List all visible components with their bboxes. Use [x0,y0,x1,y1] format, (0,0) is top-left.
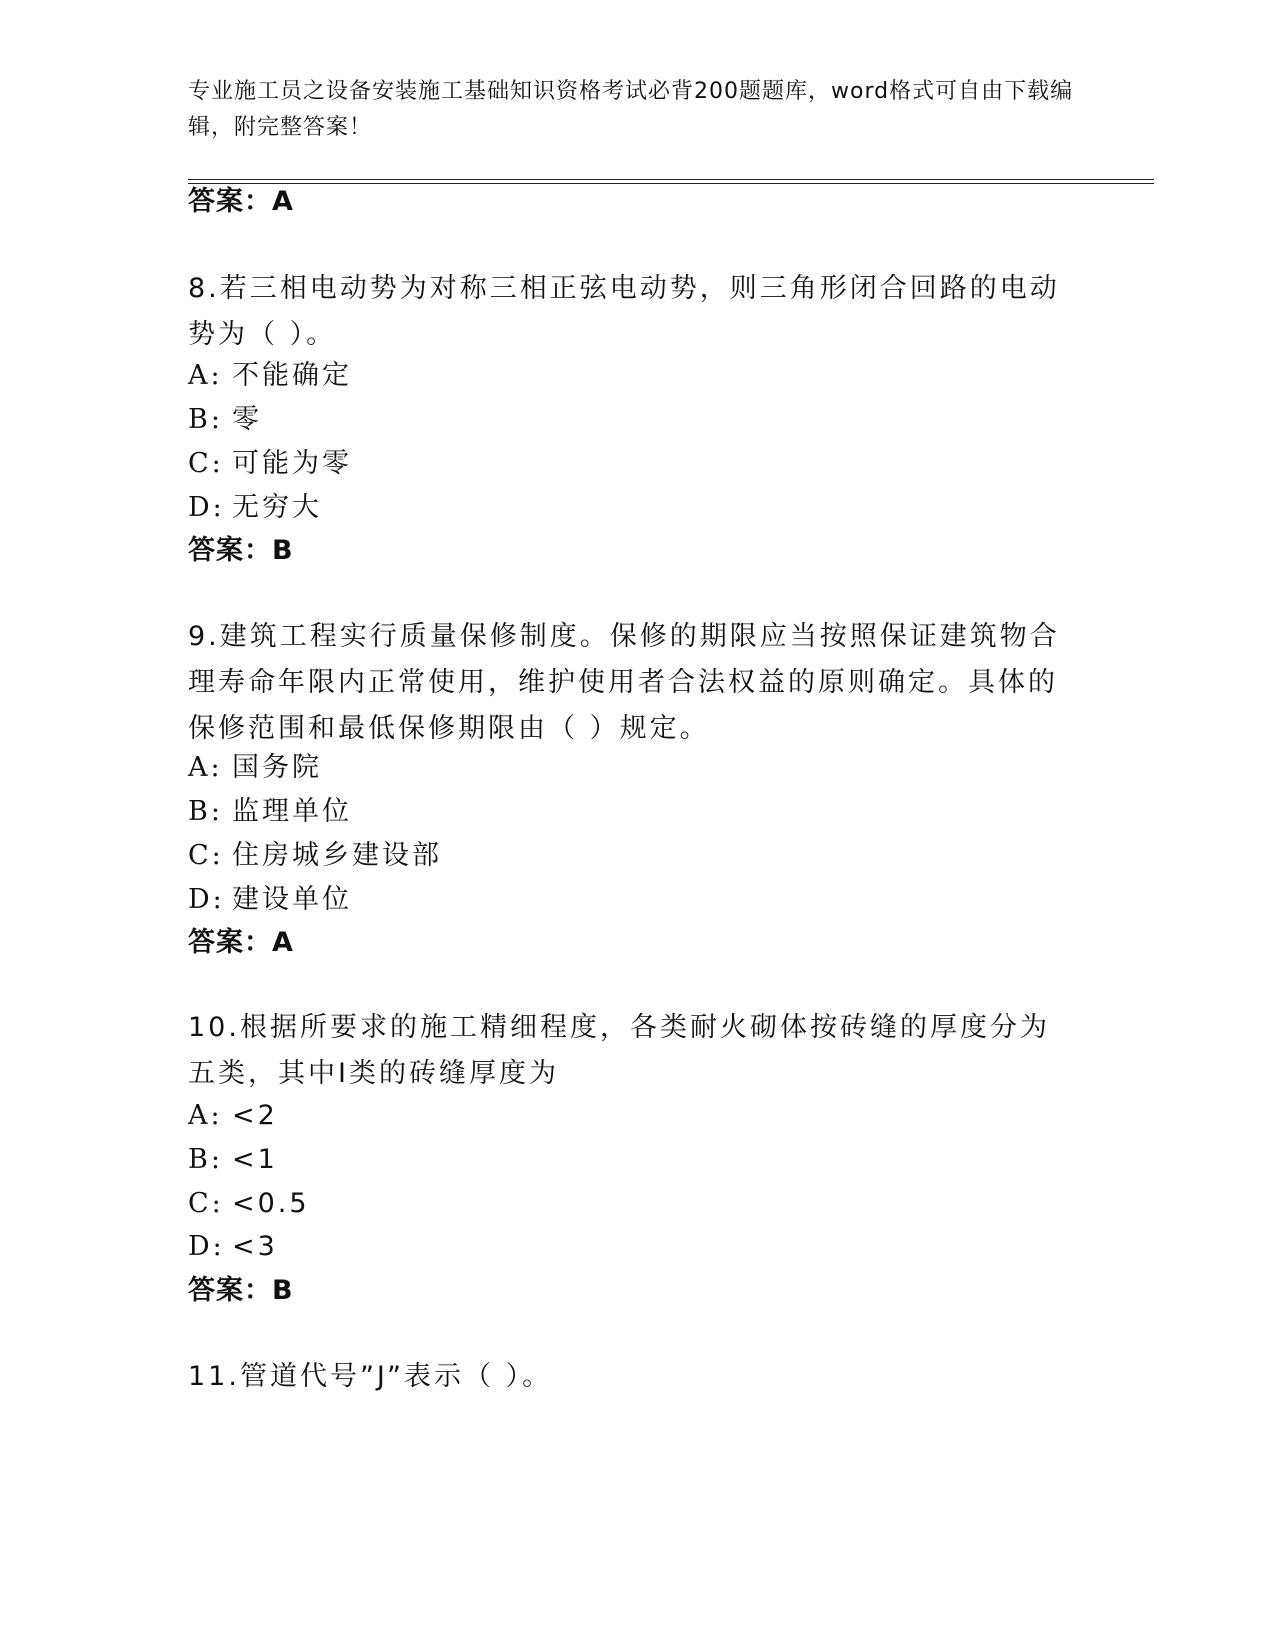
option-key: D: [188,1231,225,1262]
option-key: D: [188,884,225,915]
option-key: A: [188,1100,223,1131]
previous-answer: 答案：A [188,186,294,217]
question-9-option-a [188,750,322,786]
option-key: B: [188,1144,223,1175]
question-8-option-a [188,358,352,394]
option-text: 可能为零 [232,448,352,479]
header-divider-bottom [188,183,1154,184]
question-9-stem: 9.建筑工程实行质量保修制度。保修的期限应当按照保证建筑物合理寿命年限内正常使用，维护使用者合法权益的原则确定。具体的保修范围和最低保修期限由（ ）规定。 [188,621,1060,744]
option-text: 零 [232,404,262,435]
question-9-option-d [188,882,352,918]
option-text: 监理单位 [232,796,352,827]
question-10-option-c [188,1186,310,1222]
document-header: 专业施工员之设备安装施工基础知识资格考试必背200题题库，word格式可自由下载编辑，附完整答案！ [188,79,1074,140]
option-text: <2 [232,1100,278,1131]
option-key: C: [188,1188,224,1219]
question-9-option-c [188,838,442,874]
option-text: <0.5 [232,1188,310,1219]
question-10-option-b [188,1142,278,1178]
question-8-option-c [188,446,352,482]
option-key: A: [188,360,223,391]
option-text: 住房城乡建设部 [232,840,442,871]
question-10-stem: 10.根据所要求的施工精细程度，各类耐火砌体按砖缝的厚度分为五类，其中Ⅰ类的砖缝厚度为 [188,1012,1050,1089]
option-text: <1 [232,1144,278,1175]
question-8-stem: 8.若三相电动势为对称三相正弦电动势，则三角形闭合回路的电动势为（ ）。 [188,273,1060,350]
option-key: D: [188,492,225,523]
header-divider-top [188,179,1154,180]
option-key: A: [188,752,223,783]
question-9-option-b [188,794,352,830]
option-text: 不能确定 [232,360,352,391]
question-11-stem: 11.管道代号”J”表示（ ）。 [188,1361,553,1392]
question-8-option-b [188,402,262,438]
question-10-option-d [188,1229,278,1265]
option-key: C: [188,448,224,479]
question-8-answer: 答案：B [188,535,294,566]
question-8-option-d [188,490,322,526]
question-9-answer: 答案：A [188,927,294,958]
option-key: C: [188,840,224,871]
option-text: 无穷大 [232,492,322,523]
option-text: 国务院 [232,752,322,783]
option-key: B: [188,404,223,435]
option-text: 建设单位 [232,884,352,915]
question-10-answer: 答案：B [188,1275,294,1306]
option-text: <3 [232,1231,278,1262]
option-key: B: [188,796,223,827]
question-10-option-a [188,1098,278,1134]
